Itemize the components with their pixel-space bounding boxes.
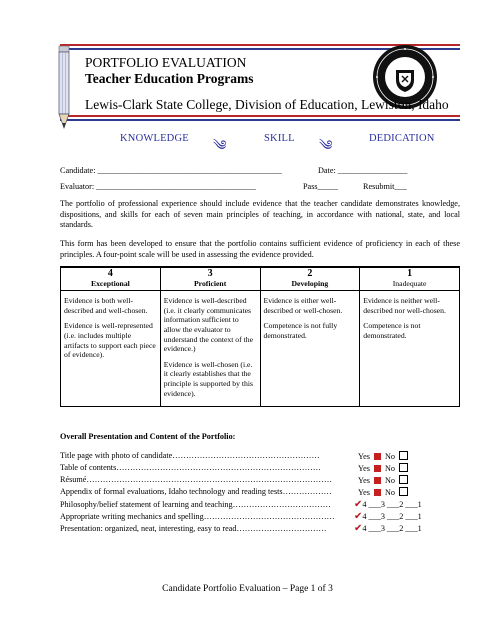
page-footer: Candidate Portfolio Evaluation – Page 1 of 3 — [162, 584, 333, 594]
header-bottom-red-rule — [60, 115, 460, 117]
score-2: 2 — [260, 267, 360, 279]
yes-no-selector[interactable] — [358, 451, 408, 461]
score-3: 3 — [160, 267, 260, 279]
empty-box-icon[interactable] — [399, 463, 408, 472]
score-scale: 4 ___3 ___2 ___1 — [362, 524, 422, 533]
checklist-label: Presentation: organized, neat, interesting, easy to read…………………………… — [60, 524, 327, 533]
level-developing: Developing — [260, 279, 360, 291]
pass-field[interactable]: Pass_____ — [303, 182, 339, 191]
score-scale: 4 ___3 ___2 ___1 — [362, 500, 422, 509]
score-4: 4 — [61, 267, 161, 279]
rubric-item: Competence is not demonstrated. — [363, 321, 421, 340]
checklist-label: Table of contents………………………………………………………………… — [60, 463, 321, 472]
checked-box-icon[interactable] — [374, 489, 381, 496]
rubric-item: Evidence is neither well-described nor well-chosen. — [363, 296, 446, 315]
yes-label: Yes — [358, 488, 370, 497]
checklist-label: Résumé……………………………………………………………………………… — [60, 475, 333, 484]
ornament-icon: ༄ — [213, 139, 227, 154]
rubric-item: Evidence is well-described (i.e. it clearly communicates information sufficient to allow the evaluator to understand the context of the evidence.) — [163, 296, 253, 354]
candidate-field[interactable]: Candidate: _____________________________________________ — [60, 166, 282, 175]
check-mark-icon: ✔ — [354, 511, 363, 522]
checked-box-icon[interactable] — [374, 453, 381, 460]
yes-no-selector[interactable] — [358, 487, 408, 497]
pencil-icon — [56, 44, 72, 130]
score-1: 1 — [360, 267, 460, 279]
checklist-label: Appendix of formal evaluations, Idaho technology and reading tests……………… — [60, 487, 332, 496]
no-label: No — [385, 476, 396, 485]
checked-box-icon[interactable] — [374, 465, 381, 472]
rubric-item: Evidence is both well-described and well-chosen. — [64, 296, 148, 315]
rubric-cell — [260, 291, 360, 407]
checked-box-icon[interactable] — [374, 477, 381, 484]
rubric-cell — [160, 291, 260, 407]
no-label: No — [385, 452, 396, 461]
page-subtitle: Teacher Education Programs — [85, 71, 254, 86]
rubric-item: Competence is not fully demonstrated. — [263, 321, 338, 340]
scale-paragraph: This form has been developed to ensure that the portfolio contains sufficient evidence of proficiency in each of these principles. A four-point scale will be used in assessing the evidence provided. — [60, 239, 460, 259]
checklist-label: Title page with photo of candidate……………………………………………… — [60, 451, 320, 460]
pillar-knowledge: KNOWLEDGE — [120, 133, 189, 144]
rubric-item: Evidence is well-represented (i.e. includes multiple artifacts to support each piece of evidence). — [64, 321, 156, 360]
ornament-icon: ༄ — [319, 139, 333, 154]
header-bottom-blue-rule — [60, 119, 460, 121]
score-selector[interactable] — [354, 511, 422, 522]
check-mark-icon: ✔ — [354, 499, 363, 510]
level-proficient: Proficient — [160, 279, 260, 291]
rubric-cell — [61, 291, 161, 407]
score-selector[interactable] — [354, 499, 422, 510]
empty-box-icon[interactable] — [399, 451, 408, 460]
empty-box-icon[interactable] — [399, 475, 408, 484]
rubric-item: Evidence is well-chosen (i.e. it clearly establishes that the principle is supported by this evidence). — [163, 359, 254, 398]
no-label: No — [385, 464, 396, 473]
no-label: No — [385, 488, 396, 497]
checklist-label: Appropriate writing mechanics and spelling………………………………………… — [60, 512, 335, 521]
rubric-table — [60, 266, 460, 407]
evaluator-field[interactable]: Evaluator: _______________________________________ — [60, 182, 256, 191]
yes-no-selector[interactable] — [358, 463, 408, 473]
pillar-dedication: DEDICATION — [369, 133, 435, 144]
level-exceptional: Exceptional — [61, 279, 161, 291]
overall-heading: Overall Presentation and Content of the Portfolio: — [60, 432, 236, 441]
yes-label: Yes — [358, 464, 370, 473]
score-selector[interactable] — [354, 523, 422, 534]
yes-no-selector[interactable] — [358, 475, 408, 485]
yes-label: Yes — [358, 476, 370, 485]
date-field[interactable]: Date: _________________ — [318, 166, 408, 175]
pillar-skill: SKILL — [264, 133, 295, 144]
page-title: PORTFOLIO EVALUATION — [85, 55, 247, 70]
score-scale: 4 ___3 ___2 ___1 — [362, 512, 422, 521]
yes-label: Yes — [358, 452, 370, 461]
empty-box-icon[interactable] — [399, 487, 408, 496]
college-name: Lewis-Clark State College, Division of Education, Lewiston, Idaho — [85, 97, 449, 112]
rubric-item: Evidence is either well-described or well-chosen. — [263, 296, 343, 315]
rubric-cell — [360, 291, 460, 407]
resubmit-field[interactable]: Resubmit___ — [363, 182, 407, 191]
checklist-label: Philosophy/belief statement of learning and teaching……………………………… — [60, 500, 331, 509]
check-mark-icon: ✔ — [354, 523, 363, 534]
level-inadequate: Inadequate — [360, 279, 460, 291]
intro-paragraph: The portfolio of professional experience should include evidence that the teacher candidate demonstrates knowledge, dispositions, and skills for each of seven main principles of teaching, in accordance with national, state, and local standards. — [60, 199, 460, 230]
